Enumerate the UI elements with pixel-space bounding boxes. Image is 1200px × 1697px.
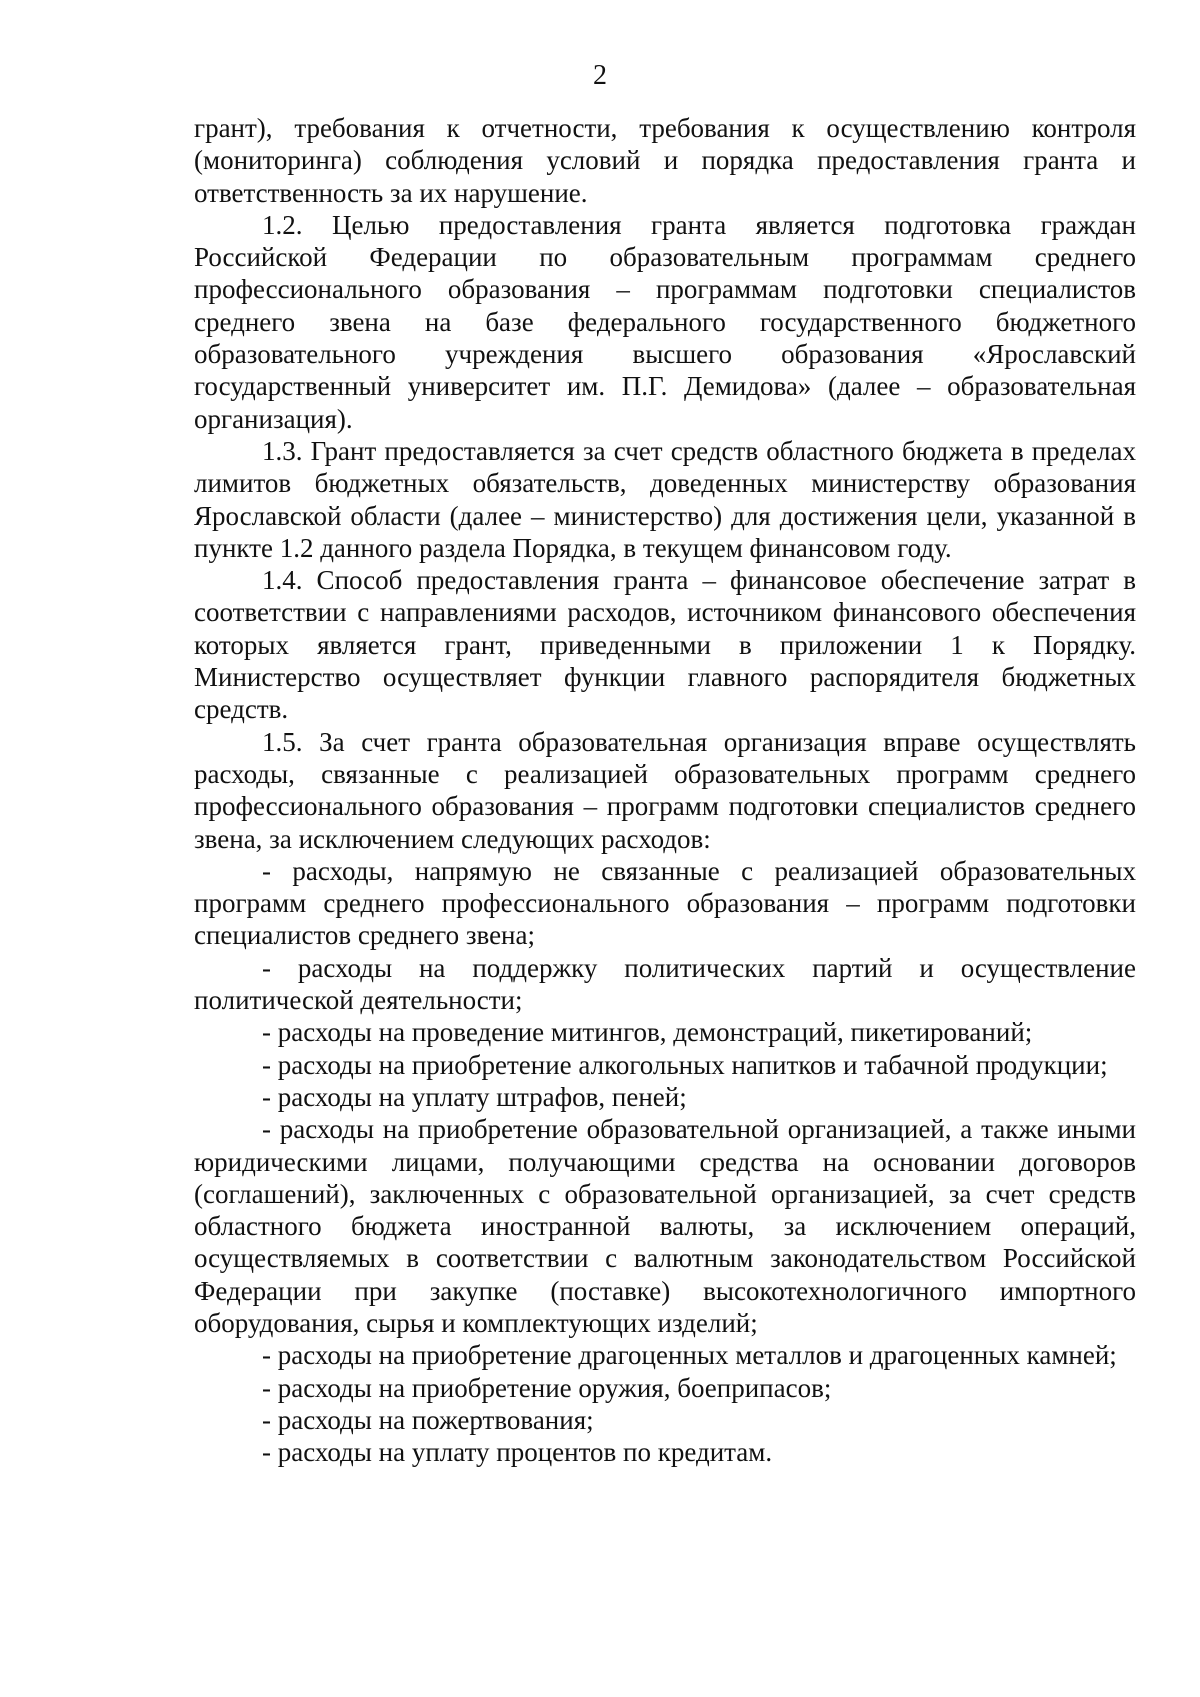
list-item: - расходы на приобретение драгоценных металлов и драгоценных камней; bbox=[262, 1340, 1117, 1371]
page-number: 2 bbox=[593, 60, 607, 91]
paragraph-1-5: 1.5. За счет гранта образовательная организация вправе осуществлять расходы, связанные с реализацией образовательных программ среднего профессионального образования – программ подготовки специалистов среднего звена, за исключением следующих расходов: bbox=[194, 726, 1136, 854]
paragraph-1-2: 1.2. Целью предоставления гранта является подготовка граждан Российской Федерации по образовательным программам среднего профессионального образования – программам подготовки специалистов среднего звена на базе федерального государственного бюджетного образовательного учреждения высшего образования «Ярославский государственный университет им. П.Г. Демидова» (далее – образовательная организация). bbox=[194, 209, 1136, 434]
list-item: - расходы на проведение митингов, демонстраций, пикетирований; bbox=[262, 1017, 1033, 1048]
list-item: - расходы на уплату процентов по кредитам. bbox=[262, 1437, 773, 1468]
paragraph-1-3: 1.3. Грант предоставляется за счет средств областного бюджета в пределах лимитов бюджетных обязательств, доведенных министерству образования Ярославской области (далее – министерство) для достижения цели, указанной в пункте 1.2 данного раздела Порядка, в текущем финансовом году. bbox=[194, 435, 1136, 563]
document-body bbox=[194, 112, 1136, 1468]
list-item: - расходы на уплату штрафов, пеней; bbox=[262, 1081, 687, 1112]
list-item: - расходы на поддержку политических партий и осуществление политической деятельности; bbox=[194, 952, 1136, 1016]
list-item: - расходы на приобретение алкогольных напитков и табачной продукции; bbox=[262, 1049, 1108, 1080]
paragraph-1-4: 1.4. Способ предоставления гранта – финансовое обеспечение затрат в соответствии с направлениями расходов, источником финансового обеспечения которых является грант, приведенными в приложении 1 к Порядку. Министерство осуществляет функции главного распорядителя бюджетных средств. bbox=[194, 565, 1136, 725]
list-item: - расходы на приобретение оружия, боеприпасов; bbox=[262, 1372, 832, 1403]
list-item: - расходы, напрямую не связанные с реализацией образовательных программ среднего профессионального образования – программ подготовки специалистов среднего звена; bbox=[194, 855, 1136, 951]
paragraph-continuation: грант), требования к отчетности, требования к осуществлению контроля (мониторинга) соблюдения условий и порядка предоставления гранта и ответственность за их нарушение. bbox=[194, 113, 1136, 208]
list-item: - расходы на приобретение образовательной организацией, а также иными юридическими лицами, получающими средства на основании договоров (соглашений), заключенных с образовательной организацией, за счет средств областного бюджета иностранной валюты, за исключением операций, осуществляемых в соответствии с валютным законодательством Российской Федерации при закупке (поставке) высокотехнологичного импортного оборудования, сырья и комплектующих изделий; bbox=[194, 1114, 1136, 1338]
list-item: - расходы на пожертвования; bbox=[262, 1404, 594, 1435]
